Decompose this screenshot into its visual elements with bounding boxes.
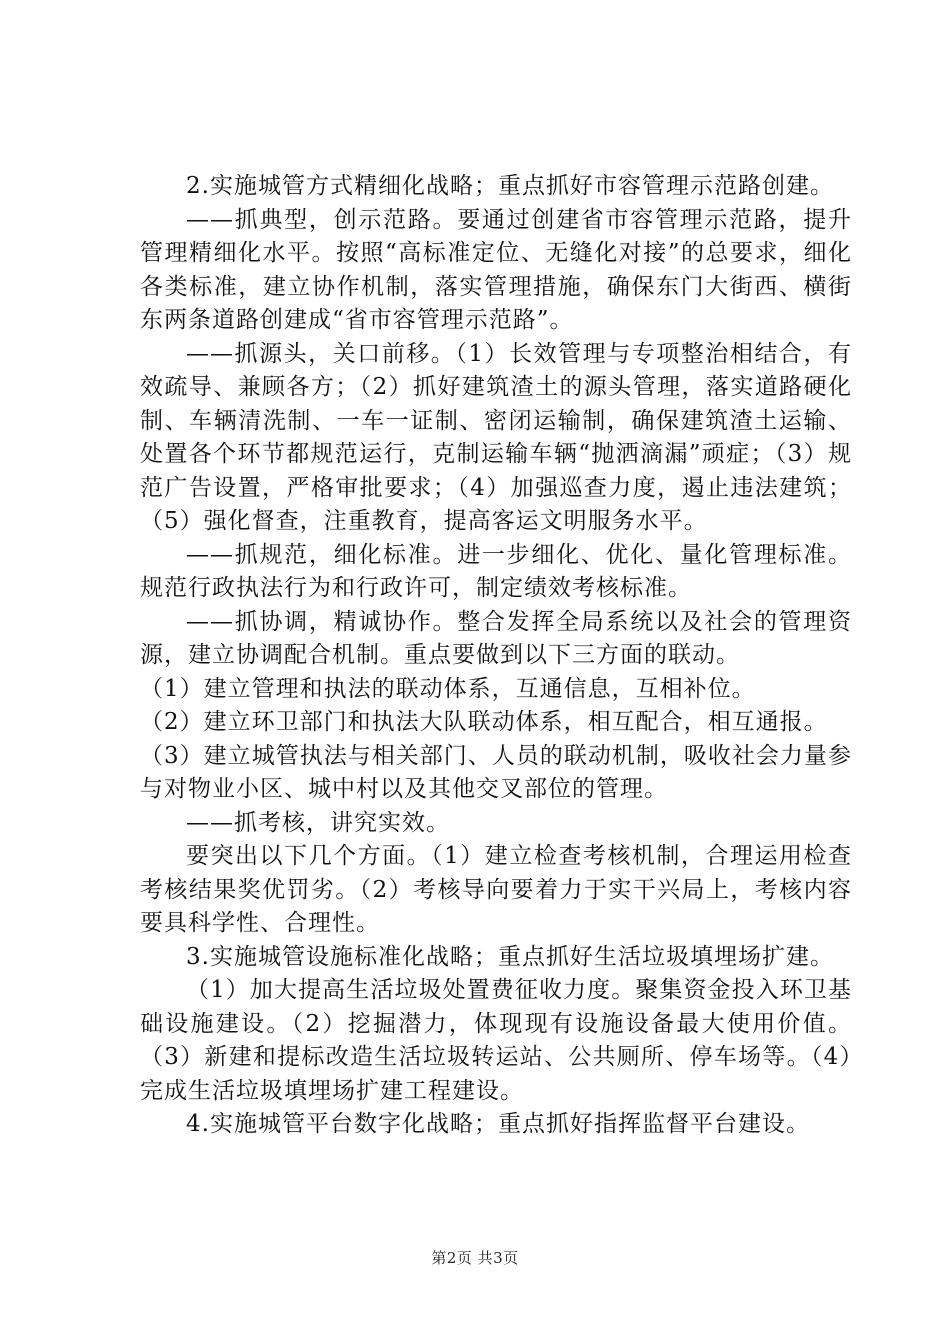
section-heading-2: 2.实施城管方式精细化战略；重点抓好市容管理示范路创建。 xyxy=(186,173,834,199)
paragraph-assessment-details: 要突出以下几个方面。（1）建立检查考核机制，合理运用检查考核结果奖优罚劣。（2）考核导向要着力于实干兴局上，考核内容要具科学性、合理性。 xyxy=(140,843,852,936)
section-heading-4: 4.实施城管平台数字化战略；重点抓好指挥监督平台建设。 xyxy=(186,1111,810,1137)
list-item-linkage-3: （3）建立城管执法与相关部门、人员的联动机制，吸收社会力量参与对物业小区、城中村以及其他交叉部位的管理。 xyxy=(140,742,852,802)
paragraph-coordination: ——抓协调，精诚协作。整合发挥全局系统以及社会的管理资源，建立协调配合机制。重点要做到以下三方面的联动。 xyxy=(140,608,852,668)
list-item-linkage-2: （2）建立环卫部门和执法大队联动体系，相互配合，相互通报。 xyxy=(140,709,828,735)
paragraph-facilities: （1）加大提高生活垃圾处置费征收力度。聚集资金投入环卫基础设施建设。（2）挖掘潜力，体现现有设施设备最大使用价值。（3）新建和提标改造生活垃圾转运站、公共厕所、停车场等。（4）完成生活垃圾填埋场扩建工程建设。 xyxy=(140,977,852,1104)
section-heading-3: 3.实施城管设施标准化战略；重点抓好生活垃圾填埋场扩建。 xyxy=(186,943,834,970)
paragraph-source-control: ——抓源头，关口前移。（1）长效管理与专项整治相结合，有效疏导、兼顾各方；（2）抓好建筑渣土的源头管理，落实道路硬化制、车辆清洗制、一车一证制、密闭运输制，确保建筑渣土运输、处置各个环节都规范运行，克制运输车辆“抛洒滴漏”顽症；（3）规范广告设置，严格审批要求；（4）加强巡查力度，遏止违法建筑；（5）强化督查，注重教育，提高客运文明服务水平。 xyxy=(140,340,852,534)
paragraph-assessment-heading: ——抓考核，讲究实效。 xyxy=(186,809,450,836)
list-item-linkage-1: （1）建立管理和执法的联动体系，互通信息，互相补位。 xyxy=(140,675,756,702)
page-footer: 第2页 共3页 xyxy=(431,1249,519,1267)
paragraph-standards: ——抓规范，细化标准。进一步细化、优化、量化管理标准。规范行政执法行为和行政许可，制定绩效考核标准。 xyxy=(140,541,852,601)
document-body xyxy=(140,170,852,1142)
paragraph-demonstration-road: ——抓典型，创示范路。要通过创建省市容管理示范路，提升管理精细化水平。按照“高标准定位、无缝化对接”的总要求，细化各类标准，建立协作机制，落实管理措施，确保东门大街西、横街东两条道路创建成“省市容管理示范路”。 xyxy=(140,206,852,333)
